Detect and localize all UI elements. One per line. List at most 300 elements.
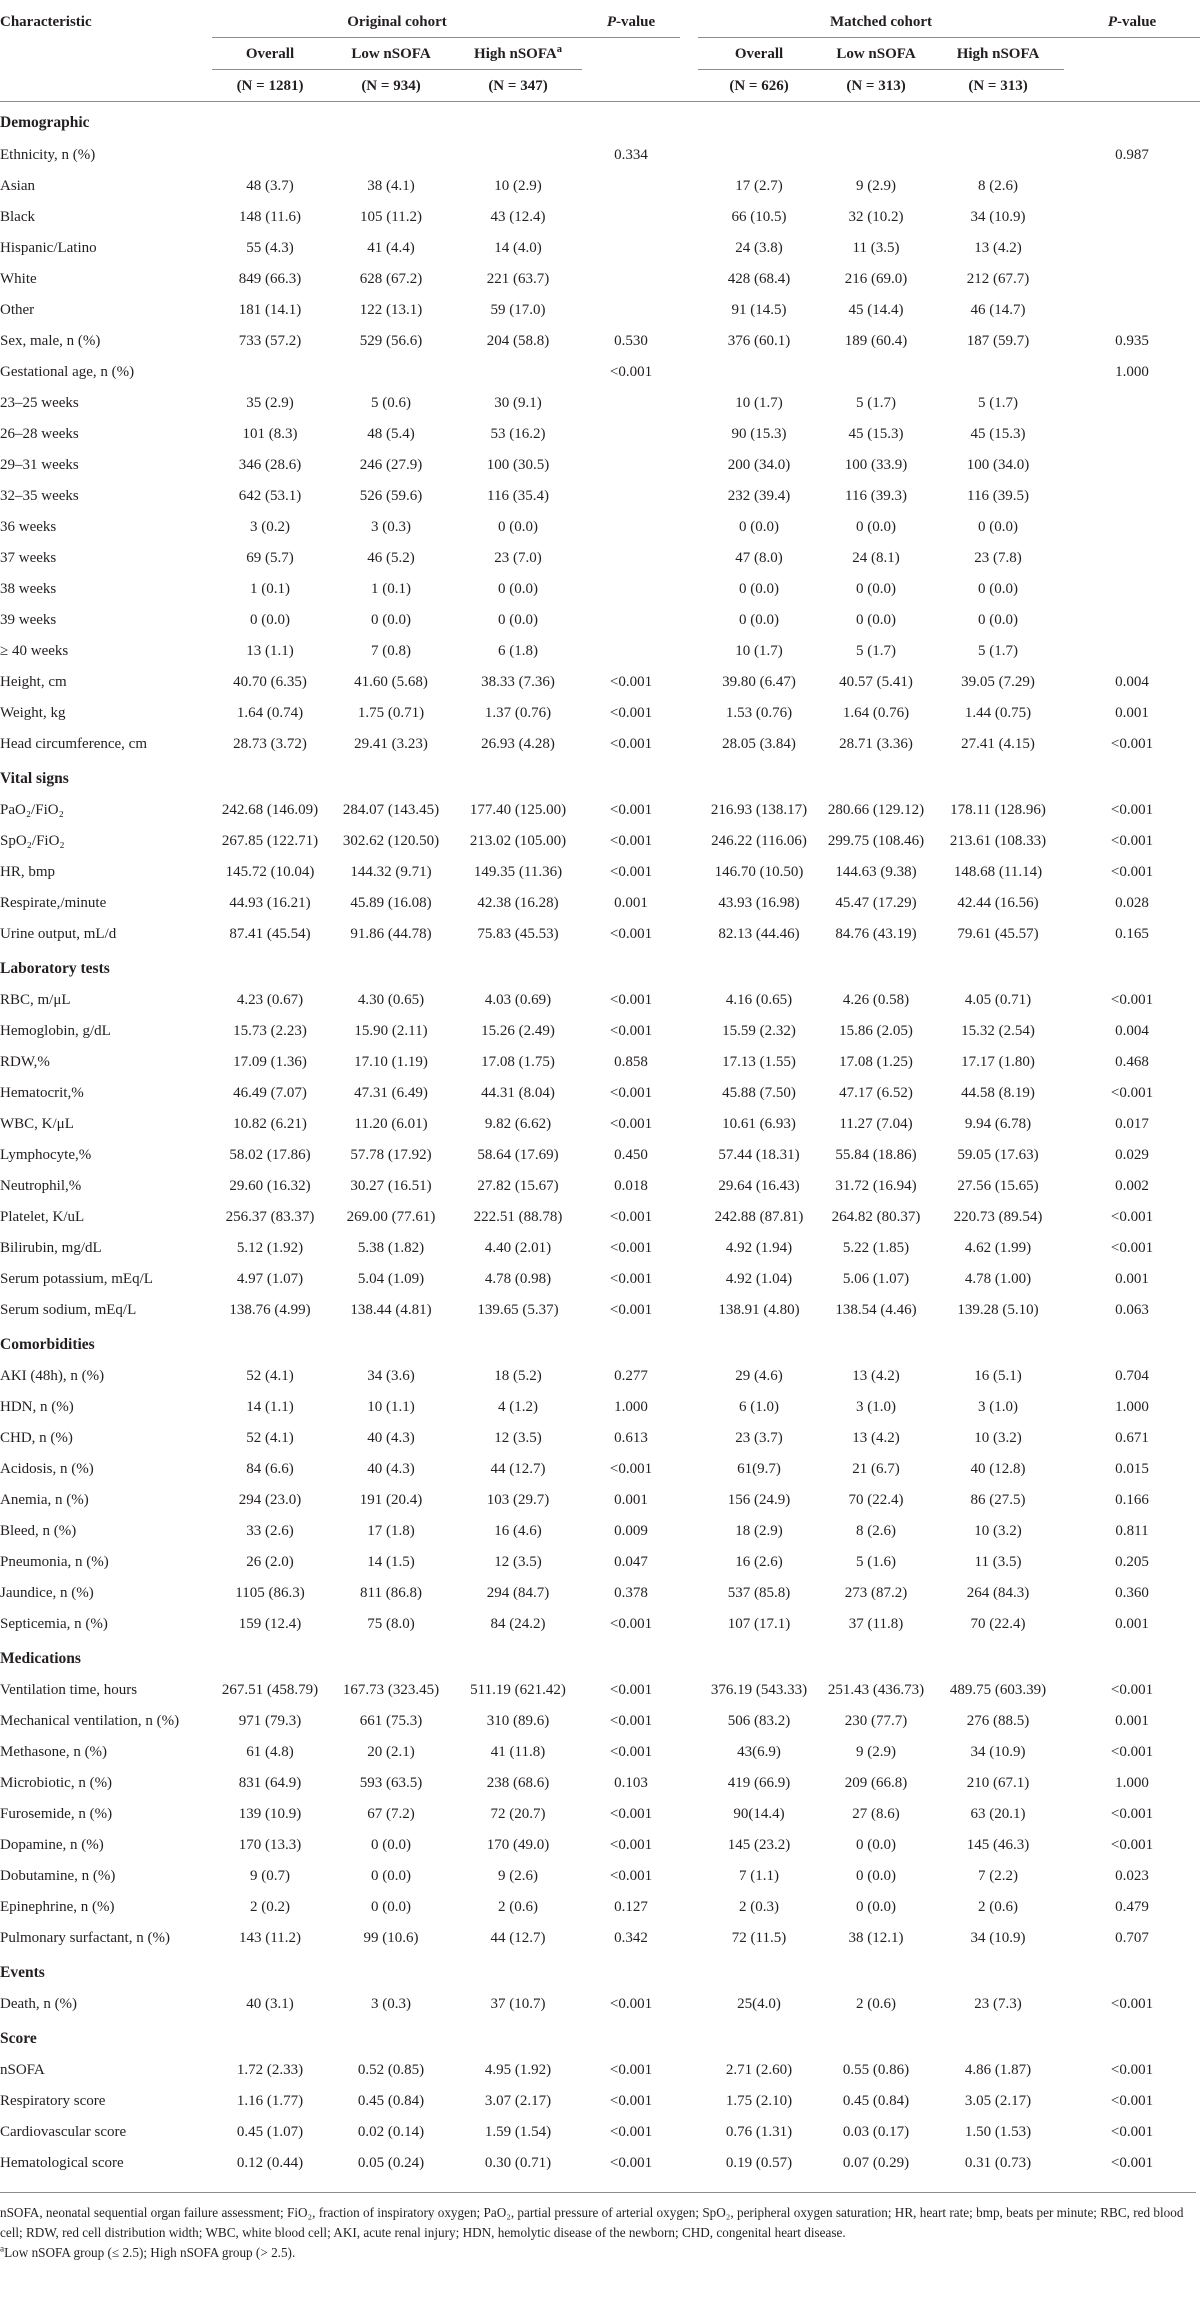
cell-overall-original: 0.45 (1.07) xyxy=(236,2123,304,2140)
cell-high-matched: 5 (1.7) xyxy=(978,394,1019,411)
cell-p-value-matched: <0.001 xyxy=(1110,1681,1154,1698)
cell-p-value-original: 0.342 xyxy=(614,1929,648,1946)
cell-p-value-matched: <0.001 xyxy=(1110,2123,1154,2140)
cell-overall-original: 17.09 (1.36) xyxy=(233,1053,307,1070)
cell-high-matched: 44.58 (8.19) xyxy=(961,1084,1035,1101)
cell-high-original: 15.26 (2.49) xyxy=(481,1022,555,1039)
cell-low-original: 45.89 (16.08) xyxy=(350,894,432,911)
row-label: Serum sodium, mEq/L xyxy=(0,1301,137,1318)
cell-high-original: 26.93 (4.28) xyxy=(481,735,555,752)
cell-high-matched: 145 (46.3) xyxy=(966,1836,1030,1853)
row-label: WBC, K/μL xyxy=(0,1115,74,1132)
cell-high-original: 14 (4.0) xyxy=(494,239,542,256)
cell-low-matched: 230 (77.7) xyxy=(844,1712,908,1729)
cell-high-matched: 7 (2.2) xyxy=(978,1867,1019,1884)
cell-overall-matched: 29.64 (16.43) xyxy=(718,1177,800,1194)
table-row xyxy=(0,1891,1200,1922)
cell-high-matched: 187 (59.7) xyxy=(966,332,1030,349)
cell-overall-original: 44.93 (16.21) xyxy=(229,894,311,911)
row-label: Sex, male, n (%) xyxy=(0,332,101,349)
cell-high-matched: 10 (3.2) xyxy=(974,1429,1022,1446)
header-n-overall-original: (N = 1281) xyxy=(212,70,328,102)
cell-overall-original: 2 (0.2) xyxy=(250,1898,290,1915)
table-row xyxy=(0,604,1200,635)
cell-high-original: 43 (12.4) xyxy=(490,208,546,225)
cell-low-matched: 45.47 (17.29) xyxy=(835,894,917,911)
cell-p-value-original: <0.001 xyxy=(609,2092,653,2109)
cell-p-value-original: <0.001 xyxy=(609,1615,653,1632)
row-label: Ethnicity, n (%) xyxy=(0,146,96,163)
cell-overall-original: 101 (8.3) xyxy=(242,425,298,442)
cell-p-value-matched xyxy=(1064,201,1200,232)
cell-low-matched: 189 (60.4) xyxy=(844,332,908,349)
cell-overall-matched: 45.88 (7.50) xyxy=(722,1084,796,1101)
cell-p-value-matched: 0.001 xyxy=(1115,1270,1149,1287)
row-label: Anemia, n (%) xyxy=(0,1491,89,1508)
cell-high-matched: 13 (4.2) xyxy=(974,239,1022,256)
table-row xyxy=(0,573,1200,604)
cell-overall-original: 46.49 (7.07) xyxy=(233,1084,307,1101)
cell-high-original: 72 (20.7) xyxy=(490,1805,546,1822)
cell-overall-matched: 1.53 (0.76) xyxy=(725,704,793,721)
cell-low-original: 5.04 (1.09) xyxy=(357,1270,425,1287)
row-label: Septicemia, n (%) xyxy=(0,1615,108,1632)
cell-overall-matched: 17 (2.7) xyxy=(735,177,783,194)
cell-low-original xyxy=(328,356,454,387)
cell-low-original: 138.44 (4.81) xyxy=(350,1301,432,1318)
cell-overall-matched: 10 (1.7) xyxy=(735,394,783,411)
cell-low-matched: 24 (8.1) xyxy=(852,549,900,566)
row-label: Hematological score xyxy=(0,2154,124,2171)
cell-overall-matched: 66 (10.5) xyxy=(731,208,787,225)
table-row xyxy=(0,263,1200,294)
cell-p-value-matched: <0.001 xyxy=(1110,801,1154,818)
table-row xyxy=(0,1515,1200,1546)
row-label: 23–25 weeks xyxy=(0,394,79,411)
cell-p-value-original: <0.001 xyxy=(609,991,653,1008)
cell-p-value-matched: 0.063 xyxy=(1115,1301,1149,1318)
cell-low-matched: 5.06 (1.07) xyxy=(842,1270,910,1287)
cell-low-matched: 0 (0.0) xyxy=(856,580,897,597)
cell-low-original: 628 (67.2) xyxy=(359,270,423,287)
table-row xyxy=(0,1829,1200,1860)
cell-p-value-matched: 0.468 xyxy=(1115,1053,1149,1070)
cell-high-original: 0.30 (0.71) xyxy=(484,2154,552,2171)
cell-high-matched: 17.17 (1.80) xyxy=(961,1053,1035,1070)
cell-low-matched: 37 (11.8) xyxy=(848,1615,904,1632)
row-label: 29–31 weeks xyxy=(0,456,79,473)
cell-low-original: 48 (5.4) xyxy=(367,425,415,442)
cell-overall-original: 849 (66.3) xyxy=(238,270,302,287)
cell-overall-matched: 24 (3.8) xyxy=(735,239,783,256)
cell-high-original: 37 (10.7) xyxy=(490,1995,546,2012)
table-row xyxy=(0,480,1200,511)
table-row xyxy=(0,1108,1200,1139)
cell-high-original: 18 (5.2) xyxy=(494,1367,542,1384)
cell-p-value-matched xyxy=(1064,573,1200,604)
header-matched-cohort: Matched cohort xyxy=(698,0,1064,38)
cell-low-original: 811 (86.8) xyxy=(360,1584,422,1601)
cell-overall-matched: 18 (2.9) xyxy=(735,1522,783,1539)
header-overall-original: Overall xyxy=(212,38,328,70)
row-label: Respiratory score xyxy=(0,2092,106,2109)
cell-low-original: 40 (4.3) xyxy=(367,1429,415,1446)
cell-overall-original xyxy=(212,356,328,387)
cell-overall-matched: 7 (1.1) xyxy=(739,1867,780,1884)
cell-overall-original: 256.37 (83.37) xyxy=(225,1208,315,1225)
cell-high-matched: 23 (7.8) xyxy=(974,549,1022,566)
table-row xyxy=(0,1608,1200,1639)
table-row xyxy=(0,1860,1200,1891)
cell-high-original: 4.40 (2.01) xyxy=(484,1239,552,1256)
cell-p-value-matched: 0.023 xyxy=(1115,1867,1149,1884)
table-row xyxy=(0,1453,1200,1484)
cell-high-matched: 212 (67.7) xyxy=(966,270,1030,287)
row-label: 26–28 weeks xyxy=(0,425,79,442)
table-row xyxy=(0,1077,1200,1108)
cell-low-original: 67 (7.2) xyxy=(367,1805,415,1822)
cell-low-matched: 0.07 (0.29) xyxy=(842,2154,910,2171)
cell-high-original: 17.08 (1.75) xyxy=(481,1053,555,1070)
header-overall-matched: Overall xyxy=(698,38,820,70)
cell-low-matched: 28.71 (3.36) xyxy=(839,735,913,752)
cell-high-matched: 4.78 (1.00) xyxy=(964,1270,1032,1287)
cell-p-value-matched: <0.001 xyxy=(1110,2154,1154,2171)
cell-overall-matched: 0.19 (0.57) xyxy=(725,2154,793,2171)
cell-overall-original: 642 (53.1) xyxy=(238,487,302,504)
cell-low-matched: 216 (69.0) xyxy=(844,270,908,287)
cell-overall-matched: 2 (0.3) xyxy=(739,1898,780,1915)
cell-high-matched: 4.62 (1.99) xyxy=(964,1239,1032,1256)
cell-overall-original: 4.23 (0.67) xyxy=(236,991,304,1008)
cell-high-matched xyxy=(932,139,1064,170)
cell-low-matched: 5 (1.7) xyxy=(856,642,897,659)
table-row xyxy=(0,1391,1200,1422)
cell-p-value-matched: 0.707 xyxy=(1115,1929,1149,1946)
cell-low-matched: 0 (0.0) xyxy=(856,1836,897,1853)
row-label: Dopamine, n (%) xyxy=(0,1836,104,1853)
section-heading: Comorbidities xyxy=(0,1335,95,1353)
cell-low-matched: 45 (15.3) xyxy=(848,425,904,442)
cell-high-original: 41 (11.8) xyxy=(490,1743,546,1760)
cell-low-original: 0 (0.0) xyxy=(371,1836,411,1853)
cell-overall-matched: 91 (14.5) xyxy=(731,301,787,318)
row-label: Methasone, n (%) xyxy=(0,1743,108,1760)
cell-overall-original: 148 (11.6) xyxy=(239,208,301,225)
cell-overall-matched: 537 (85.8) xyxy=(727,1584,791,1601)
cell-p-value-matched: 0.360 xyxy=(1115,1584,1149,1601)
cell-low-original: 661 (75.3) xyxy=(359,1712,423,1729)
cell-low-matched: 5.22 (1.85) xyxy=(842,1239,910,1256)
cell-overall-original: 1105 (86.3) xyxy=(235,1584,305,1601)
cell-high-matched: 34 (10.9) xyxy=(970,208,1026,225)
cell-low-matched: 0.45 (0.84) xyxy=(842,2092,910,2109)
header-n-high-matched: (N = 313) xyxy=(932,70,1064,102)
cell-overall-matched: 43(6.9) xyxy=(737,1743,781,1760)
cell-p-value-original: <0.001 xyxy=(609,863,653,880)
cell-p-value-original: 0.334 xyxy=(614,146,648,163)
row-label: 32–35 weeks xyxy=(0,487,79,504)
cell-high-matched: 79.61 (45.57) xyxy=(957,925,1039,942)
cell-overall-matched: 17.13 (1.55) xyxy=(722,1053,796,1070)
cell-low-original: 4.30 (0.65) xyxy=(357,991,425,1008)
cell-overall-original: 294 (23.0) xyxy=(238,1491,302,1508)
cell-high-original: 44 (12.7) xyxy=(490,1929,546,1946)
cell-overall-original: 4.97 (1.07) xyxy=(236,1270,304,1287)
cell-low-original: 57.78 (17.92) xyxy=(350,1146,432,1163)
cell-p-value-original: 0.009 xyxy=(614,1522,648,1539)
cell-overall-matched: 90 (15.3) xyxy=(731,425,787,442)
section-row xyxy=(0,1639,1200,1674)
cell-p-value-matched: 0.987 xyxy=(1115,146,1149,163)
cell-p-value-original xyxy=(582,418,680,449)
cell-overall-matched: 2.71 (2.60) xyxy=(725,2061,793,2078)
cell-low-original: 593 (63.5) xyxy=(359,1774,423,1791)
cell-overall-matched: 428 (68.4) xyxy=(727,270,791,287)
section-heading: Laboratory tests xyxy=(0,959,110,977)
cell-low-original: 0.05 (0.24) xyxy=(357,2154,425,2171)
cell-high-matched: 11 (3.5) xyxy=(974,1553,1022,1570)
row-label: Serum potassium, mEq/L xyxy=(0,1270,153,1287)
cell-high-original: 10 (2.9) xyxy=(494,177,542,194)
cell-p-value-original: <0.001 xyxy=(609,1270,653,1287)
cell-p-value-original: <0.001 xyxy=(609,1301,653,1318)
cell-p-value-original xyxy=(582,511,680,542)
section-row xyxy=(0,1953,1200,1988)
cell-high-original: 84 (24.2) xyxy=(490,1615,546,1632)
cell-high-matched: 27.56 (15.65) xyxy=(957,1177,1039,1194)
cell-low-original: 144.32 (9.71) xyxy=(350,863,432,880)
cell-low-matched: 144.63 (9.38) xyxy=(835,863,917,880)
cell-overall-matched: 10 (1.7) xyxy=(735,642,783,659)
row-label: 39 weeks xyxy=(0,611,57,628)
cell-high-original: 44 (12.7) xyxy=(490,1460,546,1477)
cell-low-matched: 70 (22.4) xyxy=(848,1491,904,1508)
footnote-marker-a: a xyxy=(556,43,562,55)
cell-low-original: 14 (1.5) xyxy=(367,1553,415,1570)
cell-p-value-original: <0.001 xyxy=(609,673,653,690)
cell-p-value-original: <0.001 xyxy=(609,1995,653,2012)
cell-p-value-matched: 0.935 xyxy=(1115,332,1149,349)
cell-p-value-matched: <0.001 xyxy=(1110,1743,1154,1760)
cell-low-original: 91.86 (44.78) xyxy=(350,925,432,942)
cell-overall-matched: 28.05 (3.84) xyxy=(722,735,796,752)
cell-overall-original: 0 (0.0) xyxy=(250,611,290,628)
cell-overall-original: 139 (10.9) xyxy=(238,1805,302,1822)
cell-low-matched: 5 (1.7) xyxy=(856,394,897,411)
p-letter: P xyxy=(606,13,617,30)
cell-overall-matched: 6 (1.0) xyxy=(739,1398,780,1415)
cell-low-original: 29.41 (3.23) xyxy=(354,735,428,752)
table-row xyxy=(0,449,1200,480)
cell-overall-matched xyxy=(698,139,820,170)
cell-high-matched: 59.05 (17.63) xyxy=(957,1146,1039,1163)
cell-low-original: 15.90 (2.11) xyxy=(354,1022,428,1039)
cell-high-matched: 2 (0.6) xyxy=(978,1898,1019,1915)
cell-high-matched: 213.61 (108.33) xyxy=(949,832,1047,849)
cell-p-value-matched: 1.000 xyxy=(1115,363,1149,380)
header-p-value-original xyxy=(582,0,680,38)
cell-high-original: 4.78 (0.98) xyxy=(484,1270,552,1287)
cell-high-original: 177.40 (125.00) xyxy=(469,801,567,818)
cell-p-value-original: 1.000 xyxy=(614,1398,648,1415)
cell-overall-original: 33 (2.6) xyxy=(246,1522,294,1539)
cell-p-value-original xyxy=(582,170,680,201)
row-label: AKI (48h), n (%) xyxy=(0,1367,105,1384)
cell-high-original: 16 (4.6) xyxy=(494,1522,542,1539)
row-label: Gestational age, n (%) xyxy=(0,363,135,380)
cell-p-value-original: 0.103 xyxy=(614,1774,648,1791)
cell-overall-original: 733 (57.2) xyxy=(238,332,302,349)
cell-high-original: 38.33 (7.36) xyxy=(481,673,555,690)
cell-low-matched: 27 (8.6) xyxy=(852,1805,900,1822)
cell-overall-original: 52 (4.1) xyxy=(246,1429,294,1446)
cell-p-value-original xyxy=(582,232,680,263)
cell-p-value-matched xyxy=(1064,449,1200,480)
cell-overall-original: 14 (1.1) xyxy=(246,1398,294,1415)
table-row xyxy=(0,666,1200,697)
cell-p-value-matched: <0.001 xyxy=(1110,863,1154,880)
cell-p-value-matched: <0.001 xyxy=(1110,2061,1154,2078)
cell-overall-original: 40 (3.1) xyxy=(246,1995,294,2012)
header-p-value-matched xyxy=(1064,0,1200,38)
table-row xyxy=(0,697,1200,728)
cell-p-value-original xyxy=(582,201,680,232)
cell-overall-original: 28.73 (3.72) xyxy=(233,735,307,752)
cell-p-value-original: <0.001 xyxy=(609,1712,653,1729)
header-high-label: High nSOFA xyxy=(474,45,557,62)
cell-p-value-matched xyxy=(1064,542,1200,573)
row-label: Pulmonary surfactant, n (%) xyxy=(0,1929,170,1946)
cell-overall-original: 52 (4.1) xyxy=(246,1367,294,1384)
cell-low-original: 11.20 (6.01) xyxy=(354,1115,428,1132)
cell-p-value-matched: 0.165 xyxy=(1115,925,1149,942)
row-label: Cardiovascular score xyxy=(0,2123,127,2140)
cell-low-matched xyxy=(820,356,932,387)
cell-high-original: 12 (3.5) xyxy=(494,1429,542,1446)
cell-p-value-original: 0.530 xyxy=(614,332,648,349)
row-label: Ventilation time, hours xyxy=(0,1681,138,1698)
cell-high-original: 12 (3.5) xyxy=(494,1553,542,1570)
table-body xyxy=(0,102,1200,2179)
cell-p-value-matched: <0.001 xyxy=(1110,1208,1154,1225)
cell-low-original: 0.52 (0.85) xyxy=(357,2061,425,2078)
cell-p-value-original: <0.001 xyxy=(609,2061,653,2078)
row-label: Platelet, K/uL xyxy=(0,1208,85,1225)
cell-low-matched: 40.57 (5.41) xyxy=(839,673,913,690)
row-label: RBC, m/μL xyxy=(0,991,71,1008)
cell-low-original: 17.10 (1.19) xyxy=(354,1053,428,1070)
cell-overall-matched: 90(14.4) xyxy=(733,1805,785,1822)
cell-p-value-original: <0.001 xyxy=(609,1084,653,1101)
cell-high-original: 170 (49.0) xyxy=(486,1836,550,1853)
cell-high-original: 0 (0.0) xyxy=(498,611,538,628)
cell-high-matched: 100 (34.0) xyxy=(966,456,1030,473)
cell-low-matched: 84.76 (43.19) xyxy=(835,925,917,942)
row-label: Epinephrine, n (%) xyxy=(0,1898,115,1915)
table-row xyxy=(0,2054,1200,2085)
table-row xyxy=(0,984,1200,1015)
cell-high-matched: 210 (67.1) xyxy=(966,1774,1030,1791)
section-row xyxy=(0,759,1200,794)
cell-high-matched: 16 (5.1) xyxy=(974,1367,1022,1384)
table-row xyxy=(0,1767,1200,1798)
row-label: Neutrophil,% xyxy=(0,1177,82,1194)
cell-p-value-original: 0.450 xyxy=(614,1146,648,1163)
cell-p-value-matched: 0.028 xyxy=(1115,894,1149,911)
cell-p-value-matched: 0.029 xyxy=(1115,1146,1149,1163)
cell-p-value-original: 0.858 xyxy=(614,1053,648,1070)
row-label: Microbiotic, n (%) xyxy=(0,1774,113,1791)
cell-high-matched: 70 (22.4) xyxy=(970,1615,1026,1632)
cell-overall-matched: 4.92 (1.94) xyxy=(725,1239,793,1256)
cell-low-matched: 13 (4.2) xyxy=(852,1367,900,1384)
cell-high-matched: 0.31 (0.73) xyxy=(964,2154,1032,2171)
row-label: Bilirubin, mg/dL xyxy=(0,1239,102,1256)
cell-overall-matched: 232 (39.4) xyxy=(727,487,791,504)
cell-high-matched xyxy=(932,356,1064,387)
cell-overall-matched: 57.44 (18.31) xyxy=(718,1146,800,1163)
cell-p-value-original: <0.001 xyxy=(609,2123,653,2140)
cell-overall-original: 87.41 (45.54) xyxy=(229,925,311,942)
cell-overall-original: 29.60 (16.32) xyxy=(229,1177,311,1194)
section-row xyxy=(0,1325,1200,1360)
header-high-matched: High nSOFA xyxy=(932,38,1064,70)
cell-p-value-matched: 0.205 xyxy=(1115,1553,1149,1570)
cell-high-original: 100 (30.5) xyxy=(486,456,550,473)
row-label: Jaundice, n (%) xyxy=(0,1584,94,1601)
cell-low-original: 34 (3.6) xyxy=(367,1367,415,1384)
cell-p-value-matched xyxy=(1064,604,1200,635)
cell-high-matched: 220.73 (89.54) xyxy=(953,1208,1043,1225)
cell-p-value-matched xyxy=(1064,480,1200,511)
cell-overall-matched: 39.80 (6.47) xyxy=(722,673,796,690)
cell-low-original: 1 (0.1) xyxy=(371,580,411,597)
cell-p-value-original: <0.001 xyxy=(609,704,653,721)
cell-low-matched: 0 (0.0) xyxy=(856,611,897,628)
cell-overall-matched: 10.61 (6.93) xyxy=(722,1115,796,1132)
cell-p-value-original xyxy=(582,542,680,573)
cell-low-matched: 264.82 (80.37) xyxy=(831,1208,921,1225)
table-row xyxy=(0,542,1200,573)
cell-p-value-original: <0.001 xyxy=(609,925,653,942)
cell-p-value-matched: 0.811 xyxy=(1115,1522,1149,1539)
cell-high-original: 0 (0.0) xyxy=(498,518,538,535)
cell-p-value-original: 0.001 xyxy=(614,1491,648,1508)
cell-low-matched: 3 (1.0) xyxy=(856,1398,897,1415)
header-n-overall-matched: (N = 626) xyxy=(698,70,820,102)
cell-overall-original: 13 (1.1) xyxy=(246,642,294,659)
cell-low-matched: 0 (0.0) xyxy=(856,518,897,535)
cell-low-original: 10 (1.1) xyxy=(367,1398,415,1415)
row-label: Height, cm xyxy=(0,673,67,690)
cell-overall-matched: 1.75 (2.10) xyxy=(725,2092,793,2109)
cell-low-original: 191 (20.4) xyxy=(359,1491,423,1508)
cell-p-value-matched: <0.001 xyxy=(1110,2092,1154,2109)
cell-p-value-matched: 0.004 xyxy=(1115,1022,1149,1039)
row-label: Acidosis, n (%) xyxy=(0,1460,94,1477)
table-row xyxy=(0,1674,1200,1705)
cell-overall-original: 971 (79.3) xyxy=(238,1712,302,1729)
cell-overall-original: 242.68 (146.09) xyxy=(221,801,319,818)
cell-overall-matched xyxy=(698,356,820,387)
cell-overall-original: 3 (0.2) xyxy=(250,518,290,535)
table-row xyxy=(0,1798,1200,1829)
cell-high-original: 222.51 (88.78) xyxy=(473,1208,563,1225)
cell-high-matched: 27.41 (4.15) xyxy=(961,735,1035,752)
section-heading: Vital signs xyxy=(0,769,69,787)
table-row xyxy=(0,1170,1200,1201)
